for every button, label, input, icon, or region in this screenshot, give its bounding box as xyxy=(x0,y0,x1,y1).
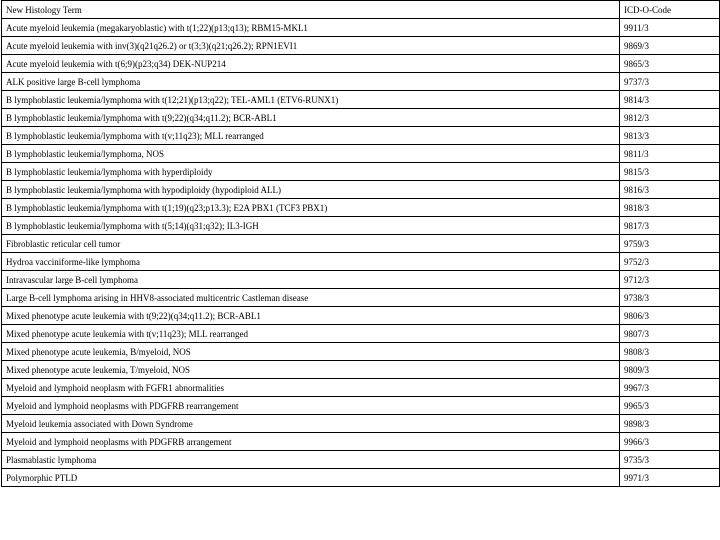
table-row xyxy=(2,433,720,451)
table-row xyxy=(2,325,720,343)
table-row xyxy=(2,451,720,469)
icd-o-code-cell: 9806/3 xyxy=(620,307,720,325)
icd-o-code-cell: 9817/3 xyxy=(620,217,720,235)
icd-o-code-cell: 9759/3 xyxy=(620,235,720,253)
table-row xyxy=(2,397,720,415)
icd-o-code-cell: 9967/3 xyxy=(620,379,720,397)
histology-term-cell: ALK positive large B-cell lymphoma xyxy=(2,73,620,91)
icd-o-code-cell: 9811/3 xyxy=(620,145,720,163)
table-row xyxy=(2,37,720,55)
histology-term-cell: B lymphoblastic leukemia/lymphoma with t(1;19)(q23;p13.3); E2A PBX1 (TCF3 PBX1) xyxy=(2,199,620,217)
histology-term-cell: B lymphoblastic leukemia/lymphoma with hypodiploidy (hypodiploid ALL) xyxy=(2,181,620,199)
table-row xyxy=(2,469,720,487)
table-row xyxy=(2,19,720,37)
icd-o-code-cell: 9815/3 xyxy=(620,163,720,181)
table-row xyxy=(2,271,720,289)
histology-term-cell: Mixed phenotype acute leukemia with t(9;22)(q34;q11.2); BCR-ABL1 xyxy=(2,307,620,325)
histology-term-cell: Acute myeloid leukemia with t(6;9)(p23;q34) DEK-NUP214 xyxy=(2,55,620,73)
histology-term-cell: B lymphoblastic leukemia/lymphoma with t(v;11q23); MLL rearranged xyxy=(2,127,620,145)
icd-o-code-cell: 9813/3 xyxy=(620,127,720,145)
histology-term-cell: Acute myeloid leukemia (megakaryoblastic) with t(1;22)(p13;q13); RBM15-MKL1 xyxy=(2,19,620,37)
table-row xyxy=(2,379,720,397)
icd-o-code-cell: 9812/3 xyxy=(620,109,720,127)
table-row xyxy=(2,343,720,361)
histology-term-cell: B lymphoblastic leukemia/lymphoma with t(12;21)(p13;q22); TEL-AML1 (ETV6-RUNX1) xyxy=(2,91,620,109)
icd-o-code-cell: 9898/3 xyxy=(620,415,720,433)
table-row xyxy=(2,73,720,91)
icd-o-code-cell: 9971/3 xyxy=(620,469,720,487)
histology-term-cell: B lymphoblastic leukemia/lymphoma with t(5;14)(q31;q32); IL3-IGH xyxy=(2,217,620,235)
table-row xyxy=(2,163,720,181)
icd-o-code-cell: 9738/3 xyxy=(620,289,720,307)
histology-term-cell: Myeloid and lymphoid neoplasms with PDGFRB arrangement xyxy=(2,433,620,451)
histology-term-cell: Polymorphic PTLD xyxy=(2,469,620,487)
table-row xyxy=(2,181,720,199)
histology-term-cell: Mixed phenotype acute leukemia with t(v;11q23); MLL rearranged xyxy=(2,325,620,343)
histology-term-cell: Plasmablastic lymphoma xyxy=(2,451,620,469)
table-row xyxy=(2,127,720,145)
table-row xyxy=(2,415,720,433)
column-header-code: ICD-O-Code xyxy=(620,1,720,19)
table-row xyxy=(2,145,720,163)
histology-term-cell: Myeloid and lymphoid neoplasms with PDGFRB rearrangement xyxy=(2,397,620,415)
icd-o-code-cell: 9809/3 xyxy=(620,361,720,379)
icd-o-code-cell: 9814/3 xyxy=(620,91,720,109)
histology-term-cell: Large B-cell lymphoma arising in HHV8-associated multicentric Castleman disease xyxy=(2,289,620,307)
icd-o-code-cell: 9735/3 xyxy=(620,451,720,469)
icd-o-code-cell: 9965/3 xyxy=(620,397,720,415)
table-row xyxy=(2,91,720,109)
histology-term-cell: Acute myeloid leukemia with inv(3)(q21q26.2) or t(3;3)(q21;q26.2); RPN1EVI1 xyxy=(2,37,620,55)
icd-o-code-cell: 9808/3 xyxy=(620,343,720,361)
table-row xyxy=(2,253,720,271)
table-body xyxy=(2,19,720,487)
icd-o-code-cell: 9818/3 xyxy=(620,199,720,217)
histology-term-cell: Myeloid leukemia associated with Down Syndrome xyxy=(2,415,620,433)
table-row xyxy=(2,217,720,235)
table-row xyxy=(2,199,720,217)
histology-term-cell: Myeloid and lymphoid neoplasm with FGFR1 abnormalities xyxy=(2,379,620,397)
histology-term-cell: B lymphoblastic leukemia/lymphoma with hyperdiploidy xyxy=(2,163,620,181)
icd-o-code-cell: 9869/3 xyxy=(620,37,720,55)
histology-term-cell: Intravascular large B-cell lymphoma xyxy=(2,271,620,289)
column-header-term: New Histology Term xyxy=(2,1,620,19)
table-row xyxy=(2,109,720,127)
histology-term-cell: Mixed phenotype acute leukemia, B/myeloid, NOS xyxy=(2,343,620,361)
icd-o-code-cell: 9737/3 xyxy=(620,73,720,91)
header-row xyxy=(2,1,720,19)
icd-o-code-cell: 9816/3 xyxy=(620,181,720,199)
table-row xyxy=(2,361,720,379)
histology-term-cell: B lymphoblastic leukemia/lymphoma with t(9;22)(q34;q11.2); BCR-ABL1 xyxy=(2,109,620,127)
icd-o-code-cell: 9911/3 xyxy=(620,19,720,37)
icd-o-code-cell: 9966/3 xyxy=(620,433,720,451)
histology-term-cell: B lymphoblastic leukemia/lymphoma, NOS xyxy=(2,145,620,163)
histology-term-cell: Hydroa vacciniforme-like lymphoma xyxy=(2,253,620,271)
table-row xyxy=(2,289,720,307)
table-row xyxy=(2,235,720,253)
icd-o-code-cell: 9807/3 xyxy=(620,325,720,343)
icd-o-code-cell: 9865/3 xyxy=(620,55,720,73)
histology-term-cell: Mixed phenotype acute leukemia, T/myeloid, NOS xyxy=(2,361,620,379)
histology-term-cell: Fibroblastic reticular cell tumor xyxy=(2,235,620,253)
table-row xyxy=(2,307,720,325)
histology-code-table xyxy=(1,0,720,487)
table-row xyxy=(2,55,720,73)
icd-o-code-cell: 9752/3 xyxy=(620,253,720,271)
icd-o-code-cell: 9712/3 xyxy=(620,271,720,289)
